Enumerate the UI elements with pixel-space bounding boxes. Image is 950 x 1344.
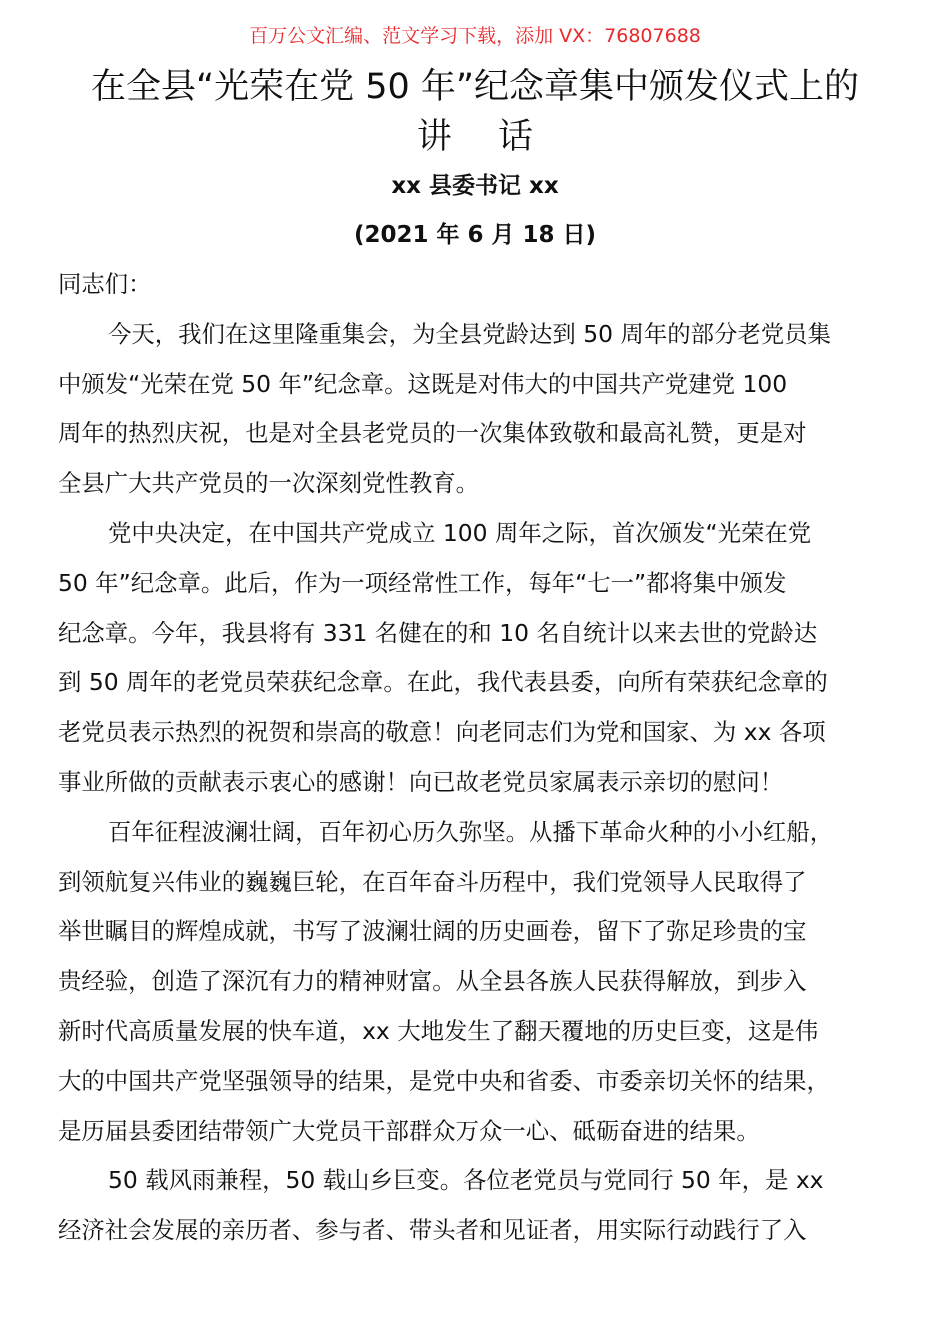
body-text-line: 党中央决定，在中国共产党成立 100 周年之际，首次颁发“光荣在党 — [108, 518, 812, 547]
body-text-line: 老党员表示热烈的祝贺和崇高的敬意！向老同志们为党和国家、为 xx 各项 — [58, 718, 826, 747]
document-title: 在全县“光荣在党 50 年”纪念章集中颁发仪式上的 — [90, 67, 860, 107]
body-text-line: 周年的热烈庆祝，也是对全县老党员的一次集体致敬和最高礼赞，更是对 — [58, 419, 807, 448]
author-line: xx 县委书记 xx — [391, 173, 559, 199]
document-body — [58, 260, 928, 1256]
watermark-banner: 百万公文汇编、范文学习下载，添加 VX：76807688 — [249, 25, 701, 47]
body-text-line: 百年征程波澜壮阔，百年初心历久弥坚。从播下革命火种的小小红船， — [108, 817, 834, 846]
body-text-line: 50 年”纪念章。此后，作为一项经常性工作，每年“七一”都将集中颁发 — [58, 568, 787, 597]
body-text-line: 是历届县委团结带领广大党员干部群众万众一心、砥砺奋进的结果。 — [58, 1116, 760, 1145]
body-text-line: 大的中国共产党坚强领导的结果，是党中央和省委、市委亲切关怀的结果， — [58, 1066, 830, 1095]
body-text-line: 到 50 周年的老党员荣获纪念章。在此，我代表县委，向所有荣获纪念章的 — [58, 668, 828, 697]
body-text-line: 到领航复兴伟业的巍巍巨轮，在百年奋斗历程中，我们党领导人民取得了 — [58, 867, 807, 896]
body-text-line: 50 载风雨兼程，50 载山乡巨变。各位老党员与党同行 50 年，是 xx — [108, 1166, 824, 1195]
salutation: 同志们： — [58, 270, 152, 298]
date-line: (2021 年 6 月 18 日) — [353, 222, 597, 248]
body-text-line: 经济社会发展的亲历者、参与者、带头者和见证者，用实际行动践行了入 — [58, 1216, 807, 1245]
body-text-line: 纪念章。今年，我县将有 331 名健在的和 10 名自统计以来去世的党龄达 — [58, 618, 818, 647]
body-text-line: 贵经验，创造了深沉有力的精神财富。从全县各族人民获得解放，到步入 — [58, 967, 807, 996]
body-text-line: 举世瞩目的辉煌成就，书写了波澜壮阔的历史画卷，留下了弥足珍贵的宝 — [58, 917, 807, 946]
body-text-line: 中颁发“光荣在党 50 年”纪念章。这既是对伟大的中国共产党建党 100 — [58, 369, 788, 398]
body-text-line: 全县广大共产党员的一次深刻党性教育。 — [58, 469, 480, 498]
document-title-line2: 讲 话 — [416, 117, 534, 157]
body-text-line: 今天，我们在这里隆重集会，为全县党龄达到 50 周年的部分老党员集 — [108, 319, 831, 348]
body-text-line: 新时代高质量发展的快车道，xx 大地发生了翻天覆地的历史巨变，这是伟 — [58, 1016, 819, 1045]
body-text-line: 事业所做的贡献表示衷心的感谢！向已故老党员家属表示亲切的慰问！ — [58, 767, 784, 796]
